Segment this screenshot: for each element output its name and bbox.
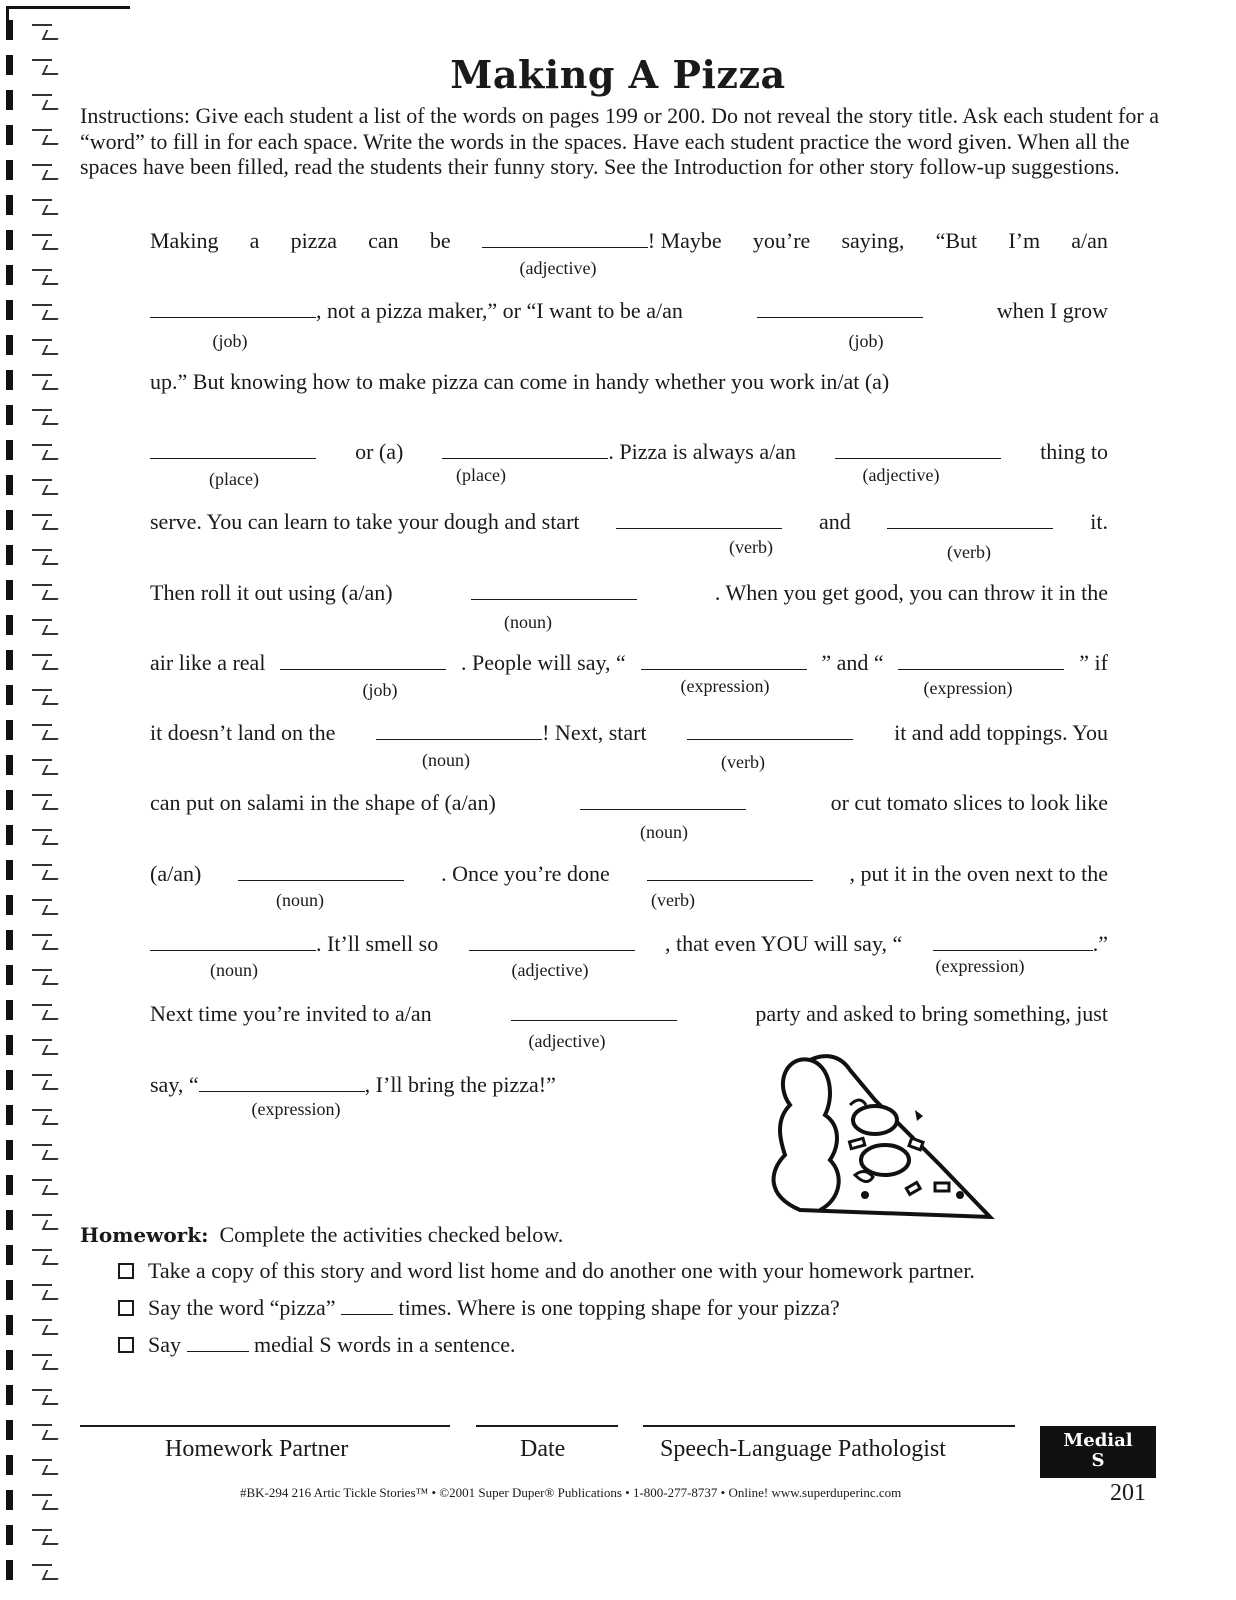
binding-ring [4,1243,64,1267]
binding-ring [4,543,64,567]
binding-ring [4,928,64,952]
blank-label: (verb) [651,890,695,910]
binding-ring [4,368,64,392]
fill-blank[interactable] [616,510,782,529]
blank-label: (verb) [947,542,991,562]
story-line: up.” But knowing how to make pizza can come in handy whether you work in/at (a) [150,369,890,394]
fill-blank[interactable] [687,721,853,740]
fill-blank[interactable] [898,651,1064,670]
fill-blank[interactable] [199,1073,365,1092]
story-line: . It’ll smell so , that even YOU will say, “ .” [150,931,1108,961]
binding-ring [4,298,64,322]
binding-ring [4,998,64,1022]
instructions: Instructions: Give each student a list of the words on pages 199 or 200. Do not reveal the story title. Ask each student for a “word” to fill in for each space. Write the words in the spaces. Have each student practice the word given. When all the spaces have been filled, read the students their funny story. See the Introduction for other story follow-up suggestions. [80,103,1159,179]
blank-label: (expression) [935,956,1025,976]
binding-ring [4,823,64,847]
binding-ring [4,263,64,287]
fill-blank[interactable] [238,862,404,881]
binding-ring [4,753,64,777]
blank-label: (adjective) [862,465,940,485]
blank-label: (noun) [210,960,258,980]
binding-ring [4,228,64,252]
homework-item: Say medial S words in a sentence. [118,1332,516,1358]
fill-blank[interactable] [471,581,637,600]
fill-blank[interactable] [280,651,446,670]
story-line: , not a pizza maker,” or “I want to be a/an when I grow [150,298,1108,328]
binding-ring [4,1383,64,1407]
medial-s-badge: Medial S [1040,1426,1156,1478]
fill-blank[interactable] [647,862,813,881]
blank-label: (job) [848,331,884,351]
fill-blank[interactable] [150,440,316,459]
story-line: air like a real . People will say, “ ” and “ ” if [150,650,1108,675]
binding-ring [4,333,64,357]
binding-ring [4,1313,64,1337]
story-line: Next time you’re invited to a/an party and asked to bring something, just [150,1001,1108,1026]
fill-blank[interactable] [933,932,1093,951]
fill-blank[interactable] [150,299,316,318]
fill-blank[interactable] [469,932,635,951]
fill-blank[interactable] [376,721,542,740]
binding-ring [4,1418,64,1442]
story-line: Making a pizza can be ! Maybe you’re saying, “But I’m a/an [150,228,1108,253]
binding-ring [4,963,64,987]
footer-credits: #BK-294 216 Artic Tickle Stories™ • ©2001 Super Duper® Publications • 1-800-277-8737 • Online! www.superduperinc.com [240,1485,902,1500]
blank-label: (job) [212,331,248,351]
homework-partner-label: Homework Partner [165,1436,349,1462]
story-line: say, “ , I’ll bring the pizza!” [150,1072,556,1097]
binding-ring [4,193,64,217]
blank-label: (place) [209,469,259,489]
page-title: Making A Pizza [450,52,786,97]
binding-ring [4,1453,64,1477]
slp-label: Speech-Language Pathologist [660,1436,946,1462]
binding-ring [4,508,64,532]
homework-item: Say the word “pizza” times. Where is one topping shape for your pizza? [118,1295,840,1321]
binding-ring [4,1103,64,1127]
blank-label: (expression) [680,676,770,696]
checkbox[interactable] [118,1263,134,1279]
binding-ring [4,578,64,602]
homework-label: Homework: [80,1223,209,1247]
blank-label: (verb) [729,537,773,557]
binding-ring [4,788,64,812]
binding-ring [4,403,64,427]
fill-blank[interactable] [641,651,807,670]
binding-ring [4,123,64,147]
fill-blank[interactable] [887,510,1053,529]
blank-label: (adjective) [511,960,589,980]
checkbox[interactable] [118,1337,134,1353]
binding-ring [4,158,64,182]
binding-ring [4,1558,64,1582]
binding-ring [4,648,64,672]
binding-ring [4,683,64,707]
binding-ring [4,1208,64,1232]
binding-ring [4,718,64,742]
fill-blank[interactable] [442,440,608,459]
story-line: Then roll it out using (a/an) . When you get good, you can throw it in the [150,580,1108,605]
fill-blank[interactable] [150,932,316,951]
story-line: (a/an) . Once you’re done , put it in the oven next to the [150,861,1108,886]
signature-line[interactable] [476,1425,618,1427]
blank-label: (adjective) [528,1031,606,1051]
binding-ring [4,1348,64,1372]
date-label: Date [520,1436,566,1462]
blank-label: (verb) [721,752,765,772]
homework-heading [80,1222,563,1248]
spiral-binding [0,0,70,1600]
binding-ring [4,1138,64,1162]
blank-label: (expression) [251,1099,341,1119]
blank-label: (expression) [923,678,1013,698]
corner-mark [6,6,130,9]
fill-blank[interactable] [511,1002,677,1021]
fill-blank[interactable] [341,1296,393,1315]
binding-ring [4,893,64,917]
blank-label: (job) [362,680,398,700]
fill-blank[interactable] [757,299,923,318]
homework-item: Take a copy of this story and word list home and do another one with your homework partner. [118,1258,975,1284]
blank-label: (noun) [504,612,552,632]
binding-ring [4,1033,64,1057]
blank-label: (adjective) [519,258,597,278]
story-line: or (a) . Pizza is always a/an thing to [150,439,1108,469]
page-number: 201 [1110,1480,1146,1506]
binding-ring [4,858,64,882]
fill-blank[interactable] [482,229,648,248]
fill-blank[interactable] [580,791,746,810]
blank-label: (place) [456,465,506,485]
blank-label: (noun) [422,750,470,770]
story-line: it doesn’t land on the ! Next, start it and add toppings. You [150,720,1108,745]
story-line: can put on salami in the shape of (a/an) or cut tomato slices to look like [150,790,1108,815]
checkbox[interactable] [118,1300,134,1316]
signature-line[interactable] [643,1425,1015,1427]
binding-ring [4,438,64,462]
binding-ring [4,1523,64,1547]
story-line: serve. You can learn to take your dough and start and it. [150,509,1108,534]
binding-ring [4,613,64,637]
fill-blank[interactable] [835,440,1001,459]
blank-label: (noun) [640,822,688,842]
signature-line[interactable] [80,1425,450,1427]
blank-label: (noun) [276,890,324,910]
binding-ring [4,1278,64,1302]
binding-ring [4,1173,64,1197]
binding-ring [4,1068,64,1092]
binding-ring [4,473,64,497]
corner-mark [6,6,9,28]
fill-blank[interactable] [187,1333,249,1352]
binding-ring [4,1488,64,1512]
pizza-slice-illustration [755,1045,995,1225]
homework-text: Complete the activities checked below. [219,1222,564,1247]
binding-ring [4,18,64,42]
